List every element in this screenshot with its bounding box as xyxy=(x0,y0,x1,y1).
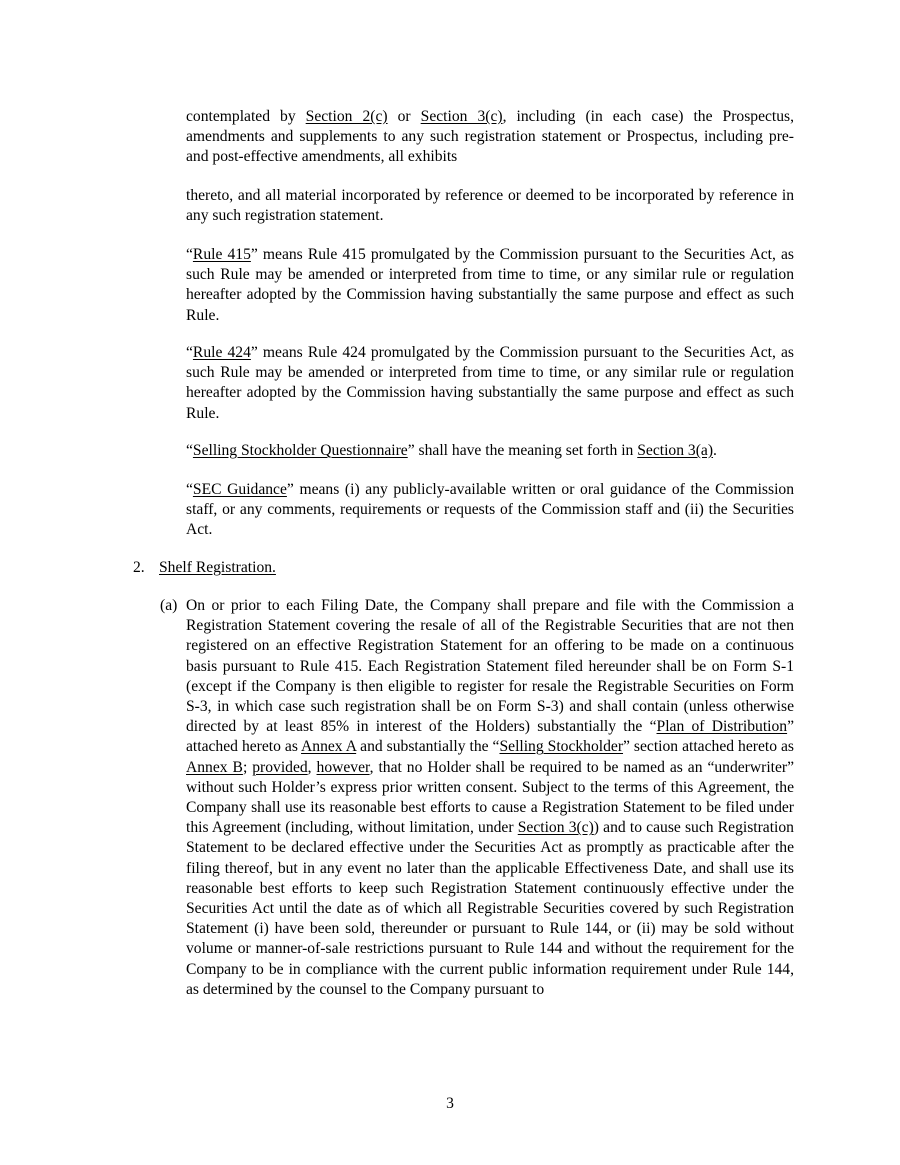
definition-text: ” shall have the meaning set forth in xyxy=(407,442,638,459)
definition-text: ” means (i) any publicly-available written or oral guidance of the Commission staff, or any comments, requirements or requests of the Commission staff and (ii) the Securities Act. xyxy=(186,481,794,539)
annex-a-reference: Annex A xyxy=(301,738,357,756)
defined-term: SEC Guidance xyxy=(192,481,287,498)
definition-sec-guidance xyxy=(186,480,794,541)
text: ; xyxy=(242,758,253,776)
open-quote: “ xyxy=(186,246,193,263)
text: and substantially the “ xyxy=(356,738,500,756)
provided-term: provided xyxy=(252,758,308,776)
text: , that no Holder shall be required to be named as an “underwriter” without such Holder’s express prior written consent. Subject to the terms of this Agreement, the Company shall use its reasonable best efforts to cause a Registration Statement to be filed under this Agreement (including, without limitation, under xyxy=(186,758,795,837)
section-2c-reference: Section 2(c) xyxy=(305,108,388,125)
definition-text: ” means Rule 415 promulgated by the Commission pursuant to the Securities Act, as such Rule may be amended or interpreted from time to time, or any similar rule or regulation hereafter adopted by the Commission having substantially the same purpose and effect as such Rule. xyxy=(186,246,794,324)
paragraph-exhibits-continued: thereto, and all material incorporated by reference or deemed to be incorporated by reference in any such registration statement. xyxy=(186,187,794,225)
text: , xyxy=(307,758,317,776)
plan-of-distribution-term: Plan of Distribution xyxy=(656,718,788,736)
text: On or prior to each Filing Date, the Company shall prepare and file with the Commission a Registration Statement covering the resale of all of the Registrable Securities that are not then registered on an effective Registration Statement for an offering to be made on a continuous basis pursuant to Rule 415. Each Registration Statement filed hereunder shall be on Form S-1 (except if the Company is then eligible to register for resale the Registrable Securities on Form S-3, in which case such registration shall be on Form S-3) and shall contain (unless otherwise directed by at least 85% in interest of the Holders) substantially the “ xyxy=(186,597,794,736)
defined-term: Rule 424 xyxy=(192,344,251,361)
text: or xyxy=(387,108,421,125)
defined-term: Selling Stockholder Questionnaire xyxy=(192,442,408,459)
open-quote: “ xyxy=(186,344,193,361)
page-number: 3 xyxy=(446,1095,454,1112)
however-term: however xyxy=(316,758,370,776)
definition-text: ” means Rule 424 promulgated by the Commission pursuant to the Securities Act, as such Rule may be amended or interpreted from time to time, or any similar rule or regulation hereafter adopted by the Commission having substantially the same purpose and effect as such Rule. xyxy=(186,344,794,422)
annex-b-reference: Annex B xyxy=(186,758,243,776)
subsection-a-label: (a) xyxy=(160,597,178,614)
open-quote: “ xyxy=(186,442,193,459)
text: ” attached hereto as xyxy=(186,718,794,756)
subsection-a-body xyxy=(186,596,794,1000)
definition-rule-424 xyxy=(186,343,794,424)
text: , including (in each case) the Prospectus, amendments and supplements to any such registration statement or Prospectus, including pre- and post-effective amendments, all exhibits xyxy=(186,108,795,166)
definition-rule-415 xyxy=(186,245,794,326)
text: ” section attached hereto as xyxy=(623,738,794,756)
section-3a-reference: Section 3(a) xyxy=(637,442,714,459)
selling-stockholder-term: Selling Stockholder xyxy=(499,738,624,756)
section-3c-reference: Section 3(c) xyxy=(517,819,594,837)
open-quote: “ xyxy=(186,481,193,498)
period: . xyxy=(713,442,717,459)
paragraph-registration-statement-continued xyxy=(186,107,794,168)
defined-term: Rule 415 xyxy=(192,246,251,263)
section-3c-reference: Section 3(c) xyxy=(420,108,503,125)
section-title: Shelf Registration. xyxy=(159,559,276,576)
text: ) and to cause such Registration Statement to be declared effective under the Securities Act as promptly as practicable after the filing thereof, but in any event no later than the applicable Effectiveness Date, and shall use its reasonable best efforts to keep such Registration Statement continuously effective under the Securities Act until the date as of which all Registrable Securities covered by such Registration Statement (i) have been sold, thereunder or pursuant to Rule 144, or (ii) may be sold without volume or manner-of-sale restrictions pursuant to Rule 144 and without the requirement for the Company to be in compliance with the current public information requirement under Rule 144, as determined by the counsel to the Company pursuant to xyxy=(186,819,794,998)
text: contemplated by xyxy=(186,108,306,125)
section-2-heading xyxy=(133,558,276,578)
section-number: 2. xyxy=(133,559,145,576)
definition-selling-stockholder-questionnaire xyxy=(186,441,794,461)
